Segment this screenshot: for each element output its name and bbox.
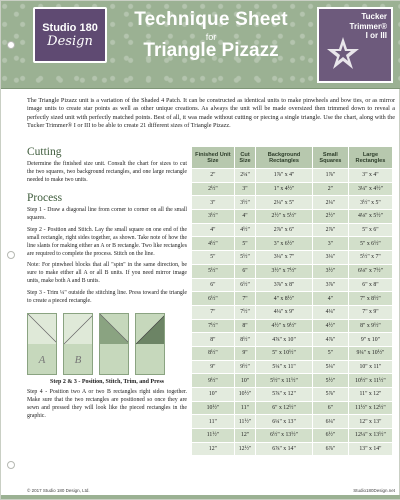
header-cut-size: Cut Size bbox=[234, 147, 255, 169]
table-row bbox=[192, 415, 393, 429]
step-4-text: Step 4 - Position two A or two B rectangles right sides together. Make sure that the two rectangles are positioned so once they are sewn and pressed they will look like the pieced rectangles in the graphic. bbox=[27, 389, 187, 419]
table-cell: 4⅞" x 10" bbox=[256, 333, 313, 347]
table-cell: 1⅞" x 4" bbox=[256, 169, 313, 183]
table-cell: 11" bbox=[234, 401, 255, 415]
logo-line-1: Studio 180 bbox=[42, 21, 98, 34]
intro-section bbox=[27, 97, 395, 130]
diagram-caption: Step 2 & 3 - Position, Stitch, Trim, and Press bbox=[49, 379, 164, 386]
table-cell: 5¼" x 11" bbox=[256, 360, 313, 374]
table-cell: 10½" bbox=[192, 401, 235, 415]
table-cell: 6½" bbox=[192, 292, 235, 306]
rectangle-a-diagram bbox=[27, 313, 57, 375]
table-header-row bbox=[192, 147, 393, 169]
table-row bbox=[192, 196, 393, 210]
table-cell: 6" bbox=[192, 278, 235, 292]
table-cell: 4" bbox=[234, 210, 255, 224]
footer bbox=[27, 488, 395, 493]
table-row bbox=[192, 251, 393, 265]
table-cell: 10" bbox=[234, 374, 255, 388]
table-cell: 3½" bbox=[234, 196, 255, 210]
header-large-rectangles: Large Rectangles bbox=[348, 147, 392, 169]
table-cell: 3½" bbox=[312, 264, 348, 278]
table-body bbox=[192, 169, 393, 456]
table-cell: 8½" bbox=[192, 346, 235, 360]
rectangle-b-diagram bbox=[63, 313, 93, 375]
table-cell: 2¼" x 5" bbox=[256, 196, 313, 210]
table-cell: 4⅞" bbox=[312, 333, 348, 347]
rectangle-trimmed-diagram bbox=[135, 313, 165, 375]
table-cell: 9½" bbox=[192, 374, 235, 388]
table-row bbox=[192, 169, 393, 183]
table-cell: 7½" bbox=[234, 305, 255, 319]
table-cell: 5" bbox=[312, 346, 348, 360]
badge-line-3: I or III bbox=[365, 31, 387, 41]
table-cell: 6¼" bbox=[312, 415, 348, 429]
table-cell: 4" x 8½" bbox=[256, 292, 313, 306]
table-cell: 4½" bbox=[312, 319, 348, 333]
table-cell: 5" bbox=[192, 251, 235, 265]
table-cell: 10" x 11" bbox=[348, 360, 392, 374]
table-row bbox=[192, 360, 393, 374]
table-cell: 11" bbox=[192, 415, 235, 429]
table-cell: 3½" x 5" bbox=[348, 196, 392, 210]
table-cell: 2¼" bbox=[234, 169, 255, 183]
table-cell: 2" bbox=[312, 182, 348, 196]
table-cell: 3½" bbox=[192, 210, 235, 224]
table-cell: 6⅛" x 7½" bbox=[348, 264, 392, 278]
table-cell: 4¼" x 9" bbox=[256, 305, 313, 319]
table-cell: 11½" bbox=[234, 415, 255, 429]
table-cell: 6⅞" x 14" bbox=[256, 442, 313, 456]
table-row bbox=[192, 182, 393, 196]
table-cell: 3⅞" bbox=[312, 278, 348, 292]
rectangle-pressed-diagram bbox=[99, 313, 129, 375]
label-b: B bbox=[74, 354, 82, 367]
badge-line-2: Trimmer® bbox=[349, 21, 387, 31]
table-cell: 5" x 10½" bbox=[256, 346, 313, 360]
table-cell: 6" x 12½" bbox=[256, 401, 313, 415]
table-row bbox=[192, 374, 393, 388]
table-cell: 8" x 9½" bbox=[348, 319, 392, 333]
table-cell: 5½" x 11½" bbox=[256, 374, 313, 388]
table-cell: 12" x 13" bbox=[348, 415, 392, 429]
table-cell: 5⅞" bbox=[312, 388, 348, 402]
table-cell: 6" bbox=[312, 401, 348, 415]
table-cell: 5½" bbox=[192, 264, 235, 278]
note-text: Note: For pinwheel blocks that all "spin" in the same direction, be sure to make either all A or all B units. If you need mirror image units, make both A and B units. bbox=[27, 262, 187, 284]
pressed-triangle-icon bbox=[100, 314, 129, 375]
table-cell: 9¼" x 10½" bbox=[348, 346, 392, 360]
table-row bbox=[192, 264, 393, 278]
table-cell: 11½" bbox=[192, 429, 235, 443]
table-cell: 10½" bbox=[234, 388, 255, 402]
table-cell: 2½" bbox=[192, 182, 235, 196]
table-cell: 5⅞" x 12" bbox=[256, 388, 313, 402]
table-cell: 10½" x 11½" bbox=[348, 374, 392, 388]
table-cell: 8" bbox=[234, 319, 255, 333]
table-cell: 3" bbox=[312, 237, 348, 251]
table-cell: 5¼" bbox=[312, 360, 348, 374]
table-cell: 6½" bbox=[234, 278, 255, 292]
table-cell: 13" x 14" bbox=[348, 442, 392, 456]
table-cell: 2⅞" bbox=[312, 223, 348, 237]
table-cell: 3¼" bbox=[312, 251, 348, 265]
table-row bbox=[192, 278, 393, 292]
table-row bbox=[192, 237, 393, 251]
table-cell: 7" x 8½" bbox=[348, 292, 392, 306]
table-cell: 3¼" x 4½" bbox=[348, 182, 392, 196]
table-cell: 10" bbox=[192, 388, 235, 402]
table-cell: 12" bbox=[234, 429, 255, 443]
table-cell: 4¼" bbox=[312, 305, 348, 319]
website-text: Studio180Design.net bbox=[353, 488, 395, 493]
table-row bbox=[192, 401, 393, 415]
table-row bbox=[192, 333, 393, 347]
header-finished-size: Finished Unit Size bbox=[192, 147, 235, 169]
step-1-text: Step 1 - Draw a diagonal line from corner to corner on all the small squares. bbox=[27, 207, 187, 222]
table-cell: 3¼" x 7" bbox=[256, 251, 313, 265]
table-cell: 5½" bbox=[312, 374, 348, 388]
table-cell: 7½" bbox=[192, 319, 235, 333]
trimmed-triangle-icon bbox=[136, 314, 165, 375]
table-cell: 9½" bbox=[234, 360, 255, 374]
table-cell: 6½" x 13½" bbox=[256, 429, 313, 443]
header-background-rectangles: Background Rectangles bbox=[256, 147, 313, 169]
table-row bbox=[192, 429, 393, 443]
table-cell: 11½" x 12½" bbox=[348, 401, 392, 415]
table-row bbox=[192, 305, 393, 319]
table-cell: 5" x 6" bbox=[348, 223, 392, 237]
table-cell: 6" x 8" bbox=[348, 278, 392, 292]
table-cell: 6¼" x 13" bbox=[256, 415, 313, 429]
table-cell: 2" bbox=[192, 169, 235, 183]
step-3-text: Step 3 - Trim ¼" outside the stitching line. Press toward the triangle to create a pieced rectangle. bbox=[27, 289, 187, 304]
table-row bbox=[192, 292, 393, 306]
table-row bbox=[192, 210, 393, 224]
table-cell: 12½" bbox=[234, 442, 255, 456]
table-cell: 4½" bbox=[192, 237, 235, 251]
binder-hole bbox=[7, 461, 15, 469]
table-cell: 4½" x 9½" bbox=[256, 319, 313, 333]
table-cell: 1⅞" bbox=[312, 169, 348, 183]
table-cell: 2½" bbox=[312, 210, 348, 224]
table-cell: 8½" bbox=[234, 333, 255, 347]
table-cell: 12" bbox=[192, 442, 235, 456]
header-small-squares: Small Squares bbox=[312, 147, 348, 169]
title-subject: Triangle Pizazz bbox=[143, 40, 279, 61]
intro-text: The Triangle Pizazz unit is a variation of the Shaded 4 Patch. It can be constructed as identical units to make pinwheels and bow ties, or as mirror image units to create star points as well as other unique creations. As always the unit will be made oversized then trimmed down to reveal a perfectly sized unit with perfectly matched points. Best of all, it was made without cutting or piecing a single triangle. Use the chart, along with the Tucker Trimmer® I or III to be able to create 21 different sizes of Triangle Pizazz. bbox=[27, 97, 395, 130]
table-cell: 4" bbox=[192, 223, 235, 237]
cutting-text: Determine the finished size unit. Consult the chart for sizes to cut the two squares, two background rectangles, and one large rectangle needed to make two units. bbox=[27, 161, 187, 183]
table-row bbox=[192, 319, 393, 333]
table-cell: 9" bbox=[234, 346, 255, 360]
table-cell: 3½" x 7½" bbox=[256, 264, 313, 278]
table-cell: 3" x 4" bbox=[348, 169, 392, 183]
studio-180-logo bbox=[33, 7, 107, 63]
table-cell: 8" bbox=[192, 333, 235, 347]
table-cell: 3" bbox=[192, 196, 235, 210]
cutting-heading: Cutting bbox=[27, 146, 62, 158]
table-cell: 2⅞" x 6" bbox=[256, 223, 313, 237]
table-cell: 5" x 6½" bbox=[348, 237, 392, 251]
table-cell: 4½" bbox=[234, 223, 255, 237]
instructions-column bbox=[27, 146, 187, 425]
table-row bbox=[192, 442, 393, 456]
star-block-icon bbox=[325, 35, 361, 71]
table-cell: 3" bbox=[234, 182, 255, 196]
table-cell: 2¼" bbox=[312, 196, 348, 210]
tucker-trimmer-badge bbox=[317, 7, 393, 83]
table-cell: 1" x 4½" bbox=[256, 182, 313, 196]
binder-hole bbox=[7, 251, 15, 259]
table-cell: 3⅞" x 8" bbox=[256, 278, 313, 292]
table-row bbox=[192, 388, 393, 402]
size-chart-table bbox=[191, 146, 393, 456]
step-diagram bbox=[27, 313, 187, 375]
table-cell: 12¼" x 13½" bbox=[348, 429, 392, 443]
label-a: A bbox=[38, 354, 46, 367]
table-cell: 3" x 6½" bbox=[256, 237, 313, 251]
table-cell: 4" bbox=[312, 292, 348, 306]
table-cell: 7" bbox=[234, 292, 255, 306]
step-2-text: Step 2 - Position and Stitch. Lay the small square on one end of the small rectangle, right sides together, as shown. Take note of how the line slants for making either an A or B rectangle. Two like rectangles are required to complete the process. Stitch on the line. bbox=[27, 227, 187, 257]
header-band bbox=[1, 1, 400, 89]
table-cell: 6⅞" bbox=[312, 442, 348, 456]
table-cell: 11" x 12" bbox=[348, 388, 392, 402]
table-cell: 6" bbox=[234, 264, 255, 278]
copyright-text: © 2017 Studio 180 Design, Ltd. bbox=[27, 488, 90, 493]
table-cell: 6½" bbox=[312, 429, 348, 443]
table-cell: 5½" x 7" bbox=[348, 251, 392, 265]
table-cell: 4⅛" x 5½" bbox=[348, 210, 392, 224]
table-cell: 9" bbox=[192, 360, 235, 374]
sheet-title bbox=[111, 9, 311, 62]
table-row bbox=[192, 346, 393, 360]
footer-band bbox=[1, 495, 400, 499]
logo-line-2: Design bbox=[47, 33, 93, 49]
binder-hole bbox=[7, 41, 15, 49]
title-for: for bbox=[205, 32, 217, 42]
table-cell: 9" x 10" bbox=[348, 333, 392, 347]
title-main: Technique Sheet bbox=[134, 9, 288, 30]
table-cell: 7" bbox=[192, 305, 235, 319]
process-heading: Process bbox=[27, 192, 63, 205]
table-cell: 2½" x 5½" bbox=[256, 210, 313, 224]
table-cell: 5" bbox=[234, 237, 255, 251]
table-cell: 7" x 9" bbox=[348, 305, 392, 319]
table-cell: 5½" bbox=[234, 251, 255, 265]
badge-line-1: Tucker bbox=[361, 12, 387, 21]
table-row bbox=[192, 223, 393, 237]
